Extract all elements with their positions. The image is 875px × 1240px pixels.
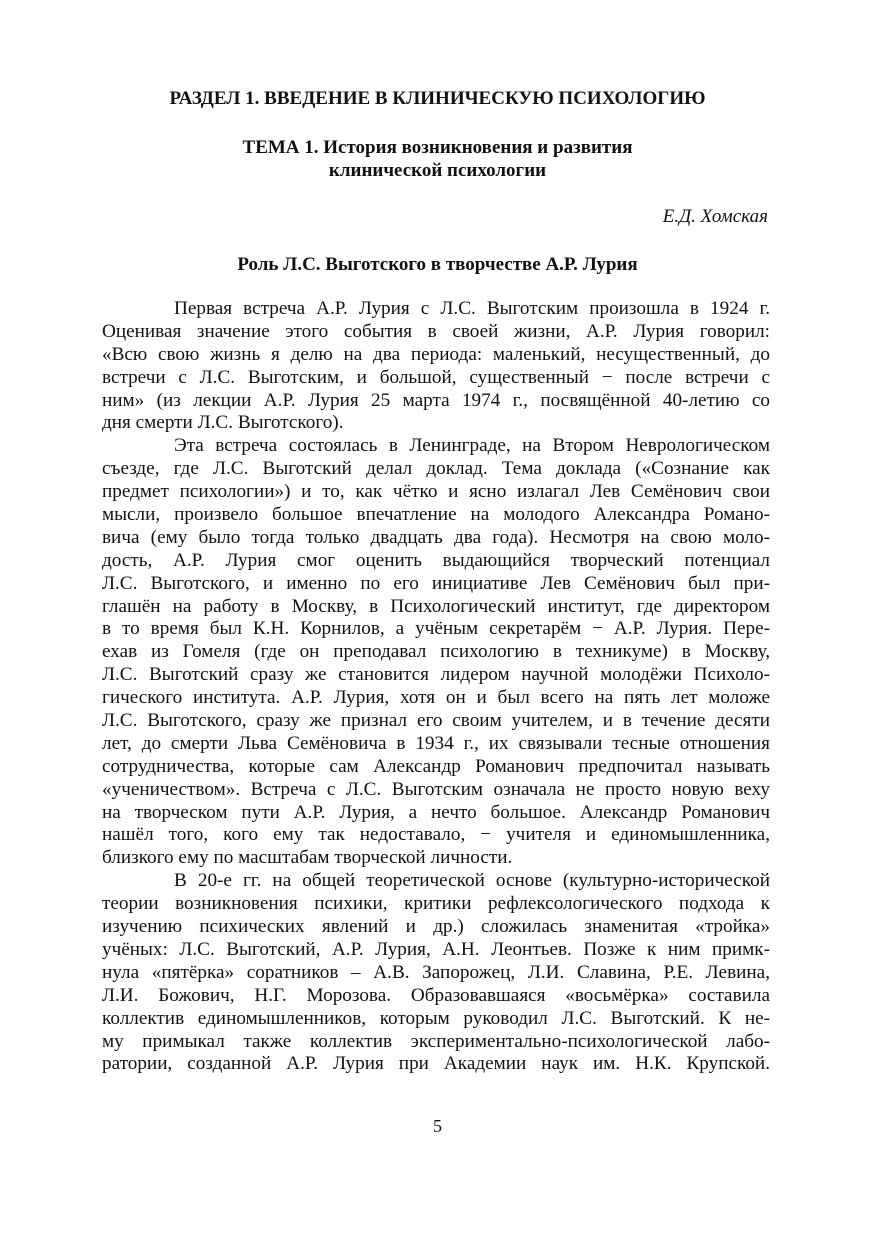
text-line: дня смерти Л.С. Выготского). (102, 412, 344, 434)
topic-title-line: ТЕМА 1. История возникновения и развития (242, 137, 633, 158)
text-line: Первая встреча А.Р. Лурия с Л.С. Выготским произошла в 1924 г. (174, 298, 770, 319)
section-title: РАЗДЕЛ 1. ВВЕДЕНИЕ В КЛИНИЧЕСКУЮ ПСИХОЛОГИЮ (169, 88, 706, 109)
text-line: ратории, созданной А.Р. Лурия при Академии наук им. Н.К. Крупской. (102, 1053, 770, 1075)
text-line: нашёл того, кого ему так недоставало, − учителя и единомышленника, (102, 824, 770, 846)
text-line: мысли, произвело большое впечатление на молодого Александра Романо- (102, 504, 770, 526)
text-line: вича (ему было тогда только двадцать два года). Несмотря на свою моло- (102, 526, 770, 548)
article-title: Роль Л.С. Выготского в творчестве А.Р. Лурия (237, 254, 638, 275)
article-body (102, 298, 770, 1076)
text-line: ехав из Гомеля (где он преподавал психологию в техникуме) в Москву, (102, 641, 770, 663)
text-line: предмет психологии») и то, как чётко и ясно излагал Лев Семёнович свои (102, 481, 770, 503)
paragraph (102, 298, 770, 435)
text-line: лет, до смерти Льва Семёновича в 1934 г., их связывали тесные отношения (102, 732, 770, 754)
page-number: 5 (433, 1116, 442, 1136)
text-line: нула «пятёрка» соратников – А.В. Запорожец, Л.И. Славина, Р.Е. Левина, (102, 961, 770, 983)
topic-title (0, 136, 875, 182)
text-line: В 20-е гг. на общей теоретической основе (культурно-исторической (174, 870, 770, 892)
author: Е.Д. Хомская (662, 206, 768, 227)
paragraph (102, 870, 770, 1076)
text-line: Л.С. Выготского, сразу же признал его своим учителем, и в течение десяти (102, 710, 770, 732)
text-line: изучению психических явлений и др.) сложилась знаменитая «тройка» (102, 916, 770, 938)
text-line: Л.С. Выготского, и именно по его инициативе Лев Семёнович был при- (102, 572, 770, 594)
topic-title-line: клинической психологии (328, 160, 547, 181)
text-line: коллектив единомышленников, которым руководил Л.С. Выготский. К не- (102, 1007, 770, 1029)
text-line: дость, А.Р. Лурия смог оценить выдающийся творческий потенциал (102, 549, 770, 571)
text-line: Оценивая значение этого события в своей жизни, А.Р. Лурия говорил: (102, 320, 770, 342)
text-line: на творческом пути А.Р. Лурия, а нечто большое. Александр Романович (102, 801, 770, 823)
text-line: сотрудничества, которые сам Александр Романович предпочитал называть (102, 755, 770, 777)
text-line: близкого ему по масштабам творческой личности. (102, 847, 513, 869)
text-line: ним» (из лекции А.Р. Лурия 25 марта 1974 г., посвящённой 40-летию со (102, 389, 770, 411)
text-line: учёных: Л.С. Выготский, А.Р. Лурия, А.Н. Леонтьев. Позже к ним примк- (102, 938, 770, 960)
text-line: «Всю свою жизнь я делю на два периода: маленький, несущественный, до (102, 343, 770, 365)
text-line: глашён на работу в Москву, в Психологический институт, где директором (102, 595, 770, 617)
text-line: теории возникновения психики, критики рефлексологического подхода к (102, 893, 770, 915)
text-line: му примыкал также коллектив экспериментально-психологической лабо- (102, 1030, 770, 1052)
text-line: «ученичеством». Встреча с Л.С. Выготским означала не просто новую веху (102, 778, 770, 800)
text-line: Л.С. Выготский сразу же становится лидером научной молодёжи Психоло- (102, 664, 770, 686)
text-line: Л.И. Божович, Н.Г. Морозова. Образовавшаяся «восьмёрка» составила (102, 984, 770, 1006)
text-line: Эта встреча состоялась в Ленинграде, на Втором Неврологическом (174, 435, 770, 457)
text-line: в то время был К.Н. Корнилов, а учёным секретарём − А.Р. Лурия. Пере- (102, 618, 770, 640)
paragraph (102, 435, 770, 870)
text-line: съезде, где Л.С. Выготский делал доклад. Тема доклада («Сознание как (102, 458, 770, 480)
text-line: встречи с Л.С. Выготским, и большой, существенный − после встречи с (102, 366, 770, 388)
text-line: гического института. А.Р. Лурия, хотя он и был всего на пять лет моложе (102, 687, 770, 709)
